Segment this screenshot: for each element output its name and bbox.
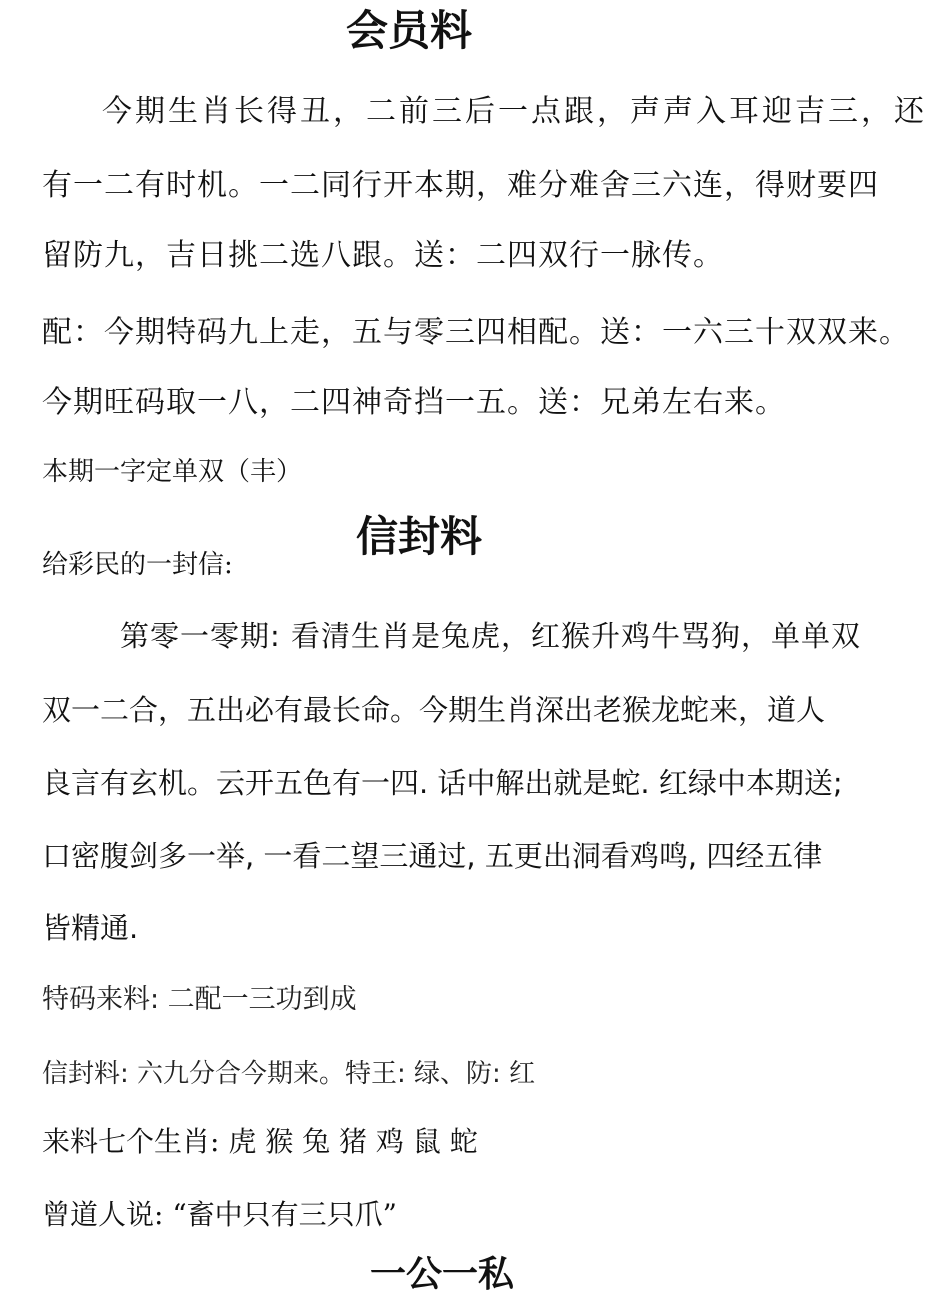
member-material-line-3: 留防九，吉日挑二选八跟。送：二四双行一脉传。 [42,238,724,273]
member-material-line-6: 本期一字定单双（丰） [42,457,303,487]
letter-line-5: 皆精通. [42,911,139,945]
member-material-line-2: 有一二有时机。一二同行开本期，难分难舍三六连，得财要四 [42,168,879,203]
letter-line-4: 口密腹剑多一举, 一看二望三通过, 五更出洞看鸡鸣, 四经五律 [42,839,823,873]
tema-line: 特码来料: 二配一三功到成 [42,984,357,1015]
public-private-title: 一公一私 [370,1254,515,1295]
quote-line: 曾道人说: “畜中只有三只爪” [42,1198,397,1231]
member-material-line-1: 今期生肖长得丑，二前三后一点跟，声声入耳迎吉三，还 [102,94,927,129]
letter-line-1: 第零一零期: 看清生肖是兔虎，红猴升鸡牛骂狗，单单双 [120,619,861,653]
letter-line-2: 双一二合，五出必有最长命。今期生肖深出老猴龙蛇来，道人 [42,693,826,727]
zodiac-line: 来料七个生肖: 虎 猴 兔 猪 鸡 鼠 蛇 [42,1125,478,1158]
member-material-line-4: 配：今期特码九上走，五与零三四相配。送：一六三十双双来。 [42,315,910,350]
envelope-line: 信封料: 六九分合今期来。特王: 绿、防: 红 [42,1059,536,1089]
envelope-material-title: 信封料 [356,512,483,561]
member-material-title: 会员料 [346,6,473,55]
letter-heading: 给彩民的一封信: [42,550,233,580]
letter-line-3: 良言有玄机。云开五色有一四. 话中解出就是蛇. 红绿中本期送; [42,766,843,800]
member-material-line-5: 今期旺码取一八，二四神奇挡一五。送：兄弟左右来。 [42,385,786,420]
